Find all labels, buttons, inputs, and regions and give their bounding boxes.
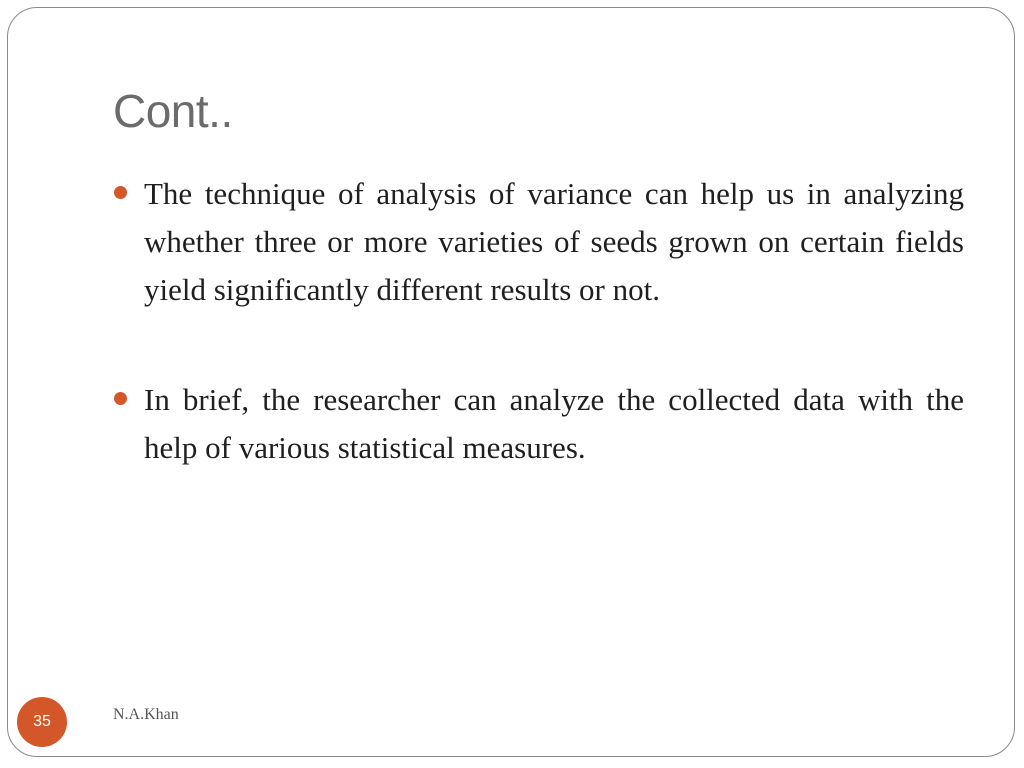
slide-title: Cont.. [113,85,233,137]
bullet-item [112,170,964,314]
bullet-text: In brief, the researcher can analyze the collected data with the help of various statistical measures. [144,382,964,465]
bullet-item [112,376,964,472]
bullet-dot-icon [114,186,127,199]
slide-content [112,170,964,472]
page-number-badge: 35 [17,697,67,747]
bullet-text: The technique of analysis of variance can help us in analyzing whether three or more varieties of seeds grown on certain fields yield significantly different results or not. [144,176,964,307]
footer-author: N.A.Khan [113,706,179,723]
bullet-dot-icon [114,392,127,405]
